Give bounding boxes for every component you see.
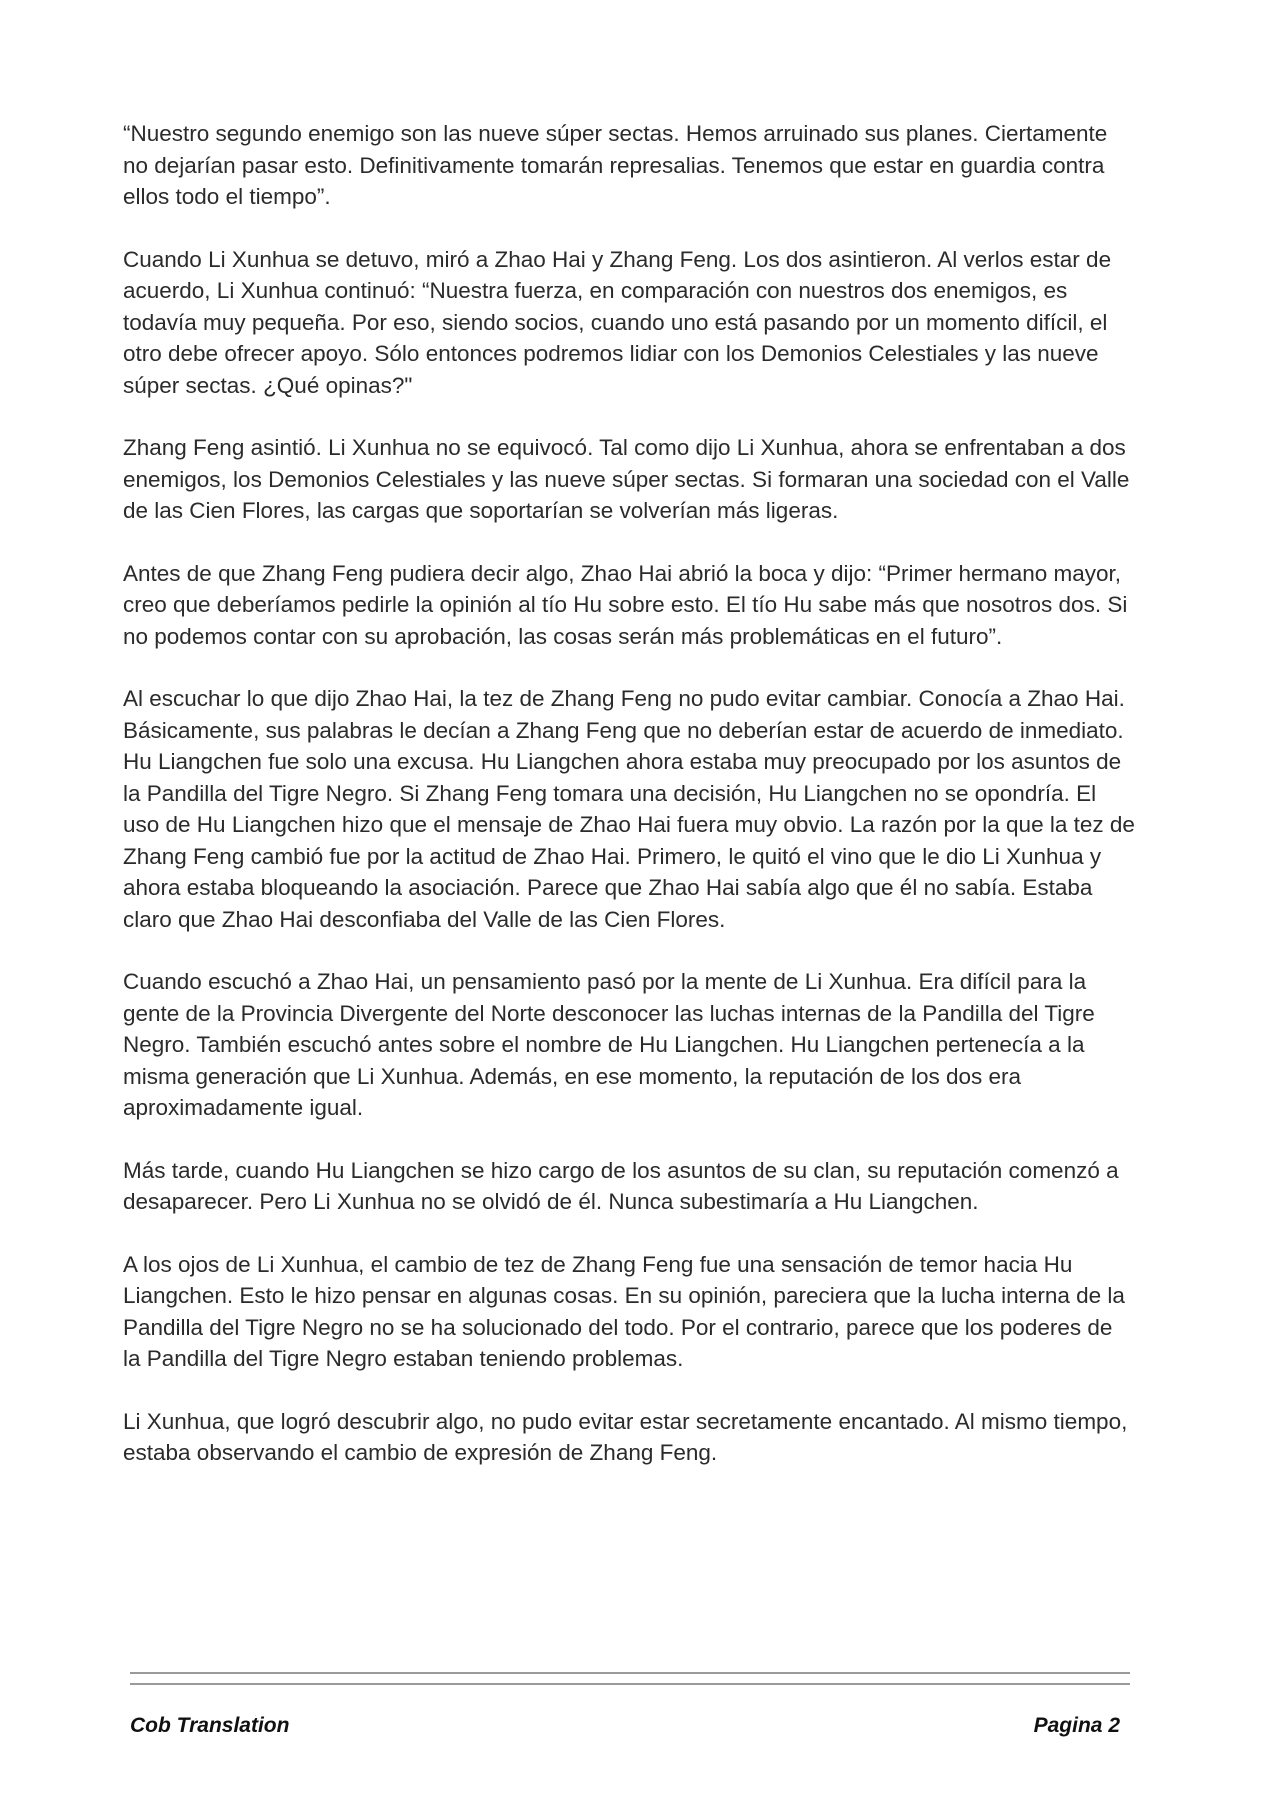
footer-divider xyxy=(130,1683,1130,1685)
footer-page-number: Pagina 2 xyxy=(1033,1714,1120,1737)
footer-translator-credit: Cob Translation xyxy=(130,1714,290,1737)
paragraph: Cuando escuchó a Zhao Hai, un pensamiento pasó por la mente de Li Xunhua. Era difícil para la gente de la Provincia Divergente del Norte desconocer las luchas internas de la Pandilla del Tigre Negro. También escuchó antes sobre el nombre de Hu Liangchen. Hu Liangchen pertenecía a la misma generación que Li Xunhua. Además, en ese momento, la reputación de los dos era aproximadamente igual. xyxy=(123,969,1095,1120)
paragraph: Antes de que Zhang Feng pudiera decir algo, Zhao Hai abrió la boca y dijo: “Primer hermano mayor, creo que deberíamos pedirle la opinión al tío Hu sobre esto. El tío Hu sabe más que nosotros dos. Si no podemos contar con su aprobación, las cosas serán más problemáticas en el futuro”. xyxy=(123,560,1128,649)
paragraph: Zhang Feng asintió. Li Xunhua no se equivocó. Tal como dijo Li Xunhua, ahora se enfrentaban a dos enemigos, los Demonios Celestiales y las nueve súper sectas. Si formaran una sociedad con el Valle de las Cien Flores, las cargas que soportarían se volverían más ligeras. xyxy=(123,435,1130,523)
paragraph: Más tarde, cuando Hu Liangchen se hizo cargo de los asuntos de su clan, su reputación comenzó a desaparecer. Pero Li Xunhua no se olvidó de él. Nunca subestimaría a Hu Liangchen. xyxy=(123,1157,1119,1214)
paragraph: Cuando Li Xunhua se detuvo, miró a Zhao Hai y Zhang Feng. Los dos asintieron. Al verlos estar de acuerdo, Li Xunhua continuó: “Nuestra fuerza, en comparación con nuestros dos enemigos, es todavía muy pequeña. Por eso, siendo socios, cuando uno está pasando por un momento difícil, el otro debe ofrecer apoyo. Sólo entonces podremos lidiar con los Demonios Celestiales y las nueve súper sectas. ¿Qué opinas?" xyxy=(123,246,1112,398)
paragraph: Li Xunhua, que logró descubrir algo, no pudo evitar estar secretamente encantado. Al mismo tiempo, estaba observando el cambio de expresión de Zhang Feng. xyxy=(123,1408,1128,1465)
footer-divider xyxy=(130,1672,1130,1674)
body-text xyxy=(123,118,1135,1500)
paragraph: A los ojos de Li Xunhua, el cambio de tez de Zhang Feng fue una sensación de temor hacia Hu Liangchen. Esto le hizo pensar en algunas cosas. En su opinión, pareciera que la lucha interna de la Pandilla del Tigre Negro no se ha solucionado del todo. Por el contrario, parece que los poderes de la Pandilla del Tigre Negro estaban teniendo problemas. xyxy=(123,1251,1125,1371)
paragraph: Al escuchar lo que dijo Zhao Hai, la tez de Zhang Feng no pudo evitar cambiar. Conocía a Zhao Hai. Básicamente, sus palabras le decían a Zhang Feng que no deberían estar de acuerdo de inmediato. Hu Liangchen fue solo una excusa. Hu Liangchen ahora estaba muy preocupado por los asuntos de la Pandilla del Tigre Negro. Si Zhang Feng tomara una decisión, Hu Liangchen no se opondría. El uso de Hu Liangchen hizo que el mensaje de Zhao Hai fuera muy obvio. La razón por la que la tez de Zhang Feng cambió fue por la actitud de Zhao Hai. Primero, le quitó el vino que le dio Li Xunhua y ahora estaba bloqueando la asociación. Parece que Zhao Hai sabía algo que él no sabía. Estaba claro que Zhao Hai desconfiaba del Valle de las Cien Flores. xyxy=(123,686,1135,932)
paragraph: “Nuestro segundo enemigo son las nueve súper sectas. Hemos arruinado sus planes. Ciertamente no dejarían pasar esto. Definitivamente tomarán represalias. Tenemos que estar en guardia contra ellos todo el tiempo”. xyxy=(123,121,1108,209)
